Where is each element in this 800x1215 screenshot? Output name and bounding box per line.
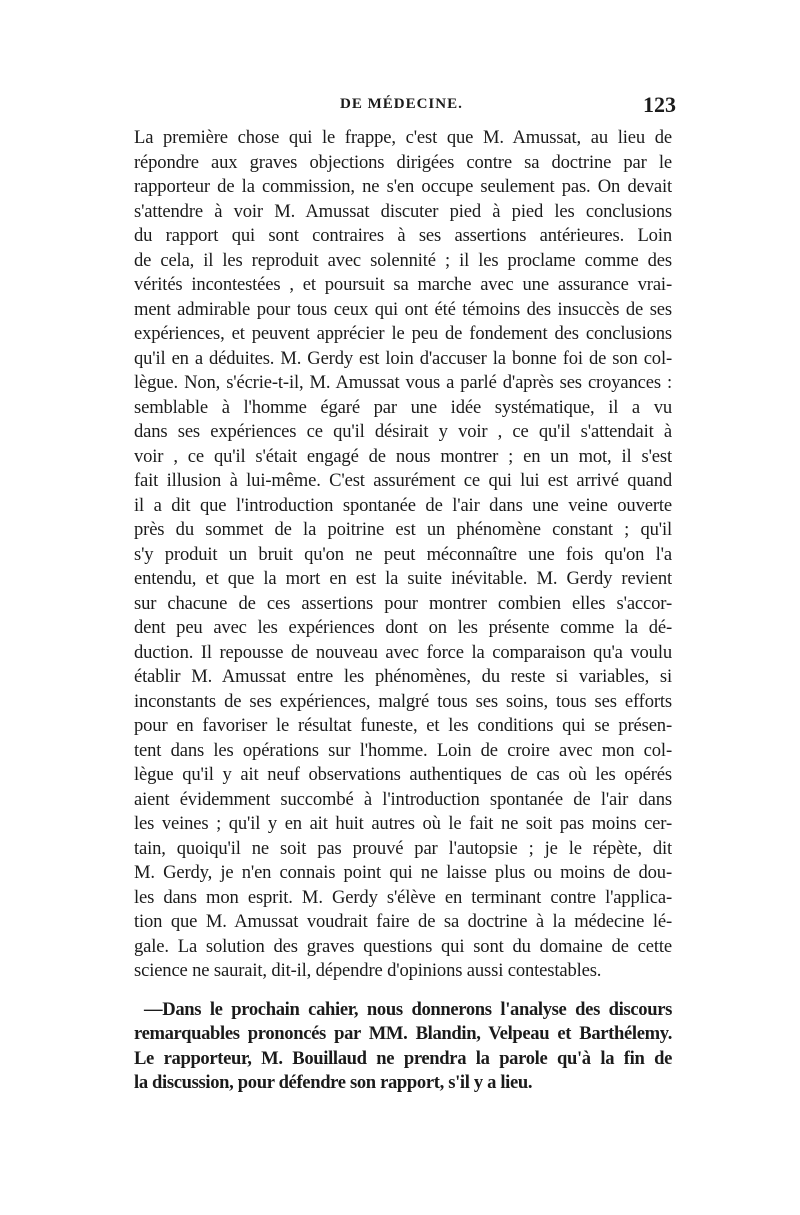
text-line: gale. La solution des graves questions qui sont du domaine de cette [134, 935, 672, 957]
text-line: dans ses expériences ce qu'il désirait y voir , ce qu'il s'attendait à [134, 421, 672, 442]
text-line: tain, quoiqu'il ne soit pas prouvé par l'autopsie ; je le répète, dit [134, 837, 672, 859]
text-line: La première chose qui le frappe, c'est que M. Amussat, au lieu de [134, 127, 672, 148]
text-line: M. Gerdy, je n'en connais point qui ne laisse plus ou moins de dou- [134, 862, 672, 883]
text-line: tion que M. Amussat voudrait faire de sa doctrine à la médecine lé- [134, 911, 672, 932]
text-line: pour en favoriser le résultat funeste, et les conditions qui se présen- [134, 715, 672, 736]
paragraph-main [134, 126, 672, 984]
text-line: les dans mon esprit. M. Gerdy s'élève en terminant contre l'applica- [134, 886, 672, 908]
text-line: de cela, il les reproduit avec solennité ; il les proclame comme des [134, 249, 672, 271]
text-line: inconstants de ses expériences, malgré tous ses soins, tous ses efforts [134, 690, 672, 712]
text-line: semblable à l'homme égaré par une idée systématique, il a vu [134, 396, 672, 418]
text-line: —Dans le prochain cahier, nous donnerons l'analyse des discours [144, 998, 672, 1020]
running-head [134, 92, 676, 120]
text-line: aient évidemment succombé à l'introduction spontanée de l'air dans [134, 788, 672, 810]
text-line: vérités incontestées , et poursuit sa marche avec une assurance vrai- [134, 274, 672, 295]
text-line: ment admirable pour tous ceux qui ont été témoins des insuccès de ses [134, 298, 672, 320]
text-line: il a dit que l'introduction spontanée de l'air dans une veine ouverte [134, 494, 672, 516]
text-line: dent peu avec les expériences dont on les présente comme la dé- [134, 617, 672, 638]
text-line: établir M. Amussat entre les phénomènes, du reste si variables, si [134, 666, 672, 687]
text-line: du rapport qui sont contraires à ses assertions antérieures. Loin [134, 225, 672, 246]
text-line: rapporteur de la commission, ne s'en occupe seulement pas. On devait [134, 176, 672, 197]
text-line: la discussion, pour défendre son rapport, s'il y a lieu. [134, 1072, 533, 1093]
text-line: près du sommet de la poitrine est un phénomène constant ; qu'il [134, 519, 672, 540]
text-line: répondre aux graves objections dirigées contre sa doctrine par le [134, 151, 672, 173]
text-line: expériences, et peuvent apprécier le peu de fondement des conclusions [134, 323, 672, 344]
text-line: science ne saurait, dit-il, dépendre d'opinions aussi contestables. [134, 960, 602, 981]
text-line: duction. Il repousse de nouveau avec force la comparaison qu'a voulu [134, 641, 672, 663]
text-line: les veines ; qu'il y en ait huit autres où le fait ne soit pas moins cer- [134, 813, 672, 834]
body-text [134, 126, 672, 1096]
text-line: fait illusion à lui-même. C'est assurément ce qui lui est arrivé quand [134, 470, 672, 491]
text-line: tent dans les opérations sur l'homme. Loin de croire avec mon col- [134, 739, 672, 761]
text-line: Le rapporteur, M. Bouillaud ne prendra la parole qu'à la fin de [134, 1047, 672, 1069]
page-number: 123 [643, 92, 676, 117]
text-line: lègue. Non, s'écrie-t-il, M. Amussat vous a parlé d'après ses croyances : [134, 372, 672, 393]
running-title: DE MÉDECINE. [340, 96, 463, 112]
paragraph-gap [134, 984, 672, 998]
text-line: s'y produit un bruit qu'on ne peut méconnaître une fois qu'on l'a [134, 543, 672, 565]
text-line: s'attendre à voir M. Amussat discuter pied à pied les conclusions [134, 200, 672, 222]
paragraph-announcement [134, 998, 672, 1096]
text-line: lègue qu'il y ait neuf observations authentiques de cas où les opérés [134, 764, 672, 785]
text-line: entendu, et que la mort en est la suite inévitable. M. Gerdy revient [134, 568, 672, 589]
text-line: remarquables prononcés par MM. Blandin, Velpeau et Barthélemy. [134, 1023, 672, 1044]
text-line: voir , ce qu'il s'était engagé de nous montrer ; en un mot, il s'est [134, 445, 672, 467]
text-line: qu'il en a déduites. M. Gerdy est loin d'accuser la bonne foi de son col- [134, 347, 672, 369]
text-line: sur chacune de ces assertions pour montrer combien elles s'accor- [134, 592, 672, 614]
